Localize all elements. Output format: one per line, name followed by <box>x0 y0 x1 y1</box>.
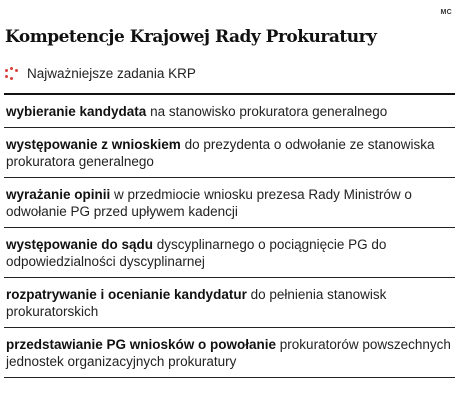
list-item <box>4 178 455 228</box>
item-text: do pełnienia stanowisk prokuratorskich <box>6 287 387 319</box>
item-lead: występowanie z wnioskiem <box>6 137 181 152</box>
item-lead: występowanie do sądu <box>6 237 154 252</box>
source-label: MC <box>440 9 452 16</box>
list-item <box>4 278 455 328</box>
list-item <box>4 128 455 178</box>
list-item <box>4 95 455 128</box>
item-text: na stanowisko prokuratora generalnego <box>146 104 388 119</box>
item-lead: wybieranie kandydata <box>6 104 147 119</box>
page-title: Kompetencje Krajowej Rady Prokuratury <box>5 27 377 47</box>
item-text: do prezydenta o odwołanie ze stanowiska prokuratora generalnego <box>6 137 435 169</box>
list-item <box>4 328 455 378</box>
subtitle: Najważniejsze zadania KRP <box>27 66 196 81</box>
item-lead: wyrażanie opinii <box>6 187 111 202</box>
list-item <box>4 228 455 278</box>
item-text: dyscyplinarnego o pociągnięcie PG do odpowiedzialności dyscyplinarnej <box>6 237 387 269</box>
item-lead: przedstawianie PG wniosków o powołanie <box>6 337 277 352</box>
dots-icon <box>5 67 19 81</box>
item-text: prokuratorów powszechnych jednostek organizacyjnych prokuratury <box>6 337 451 369</box>
item-lead: rozpatrywanie i ocenianie kandydatur <box>6 287 247 302</box>
item-text: w przedmiocie wniosku prezesa Rady Ministrów o odwołanie PG przed upływem kadencji <box>6 187 412 219</box>
subtitle-row <box>5 66 454 81</box>
competence-list <box>4 93 455 378</box>
